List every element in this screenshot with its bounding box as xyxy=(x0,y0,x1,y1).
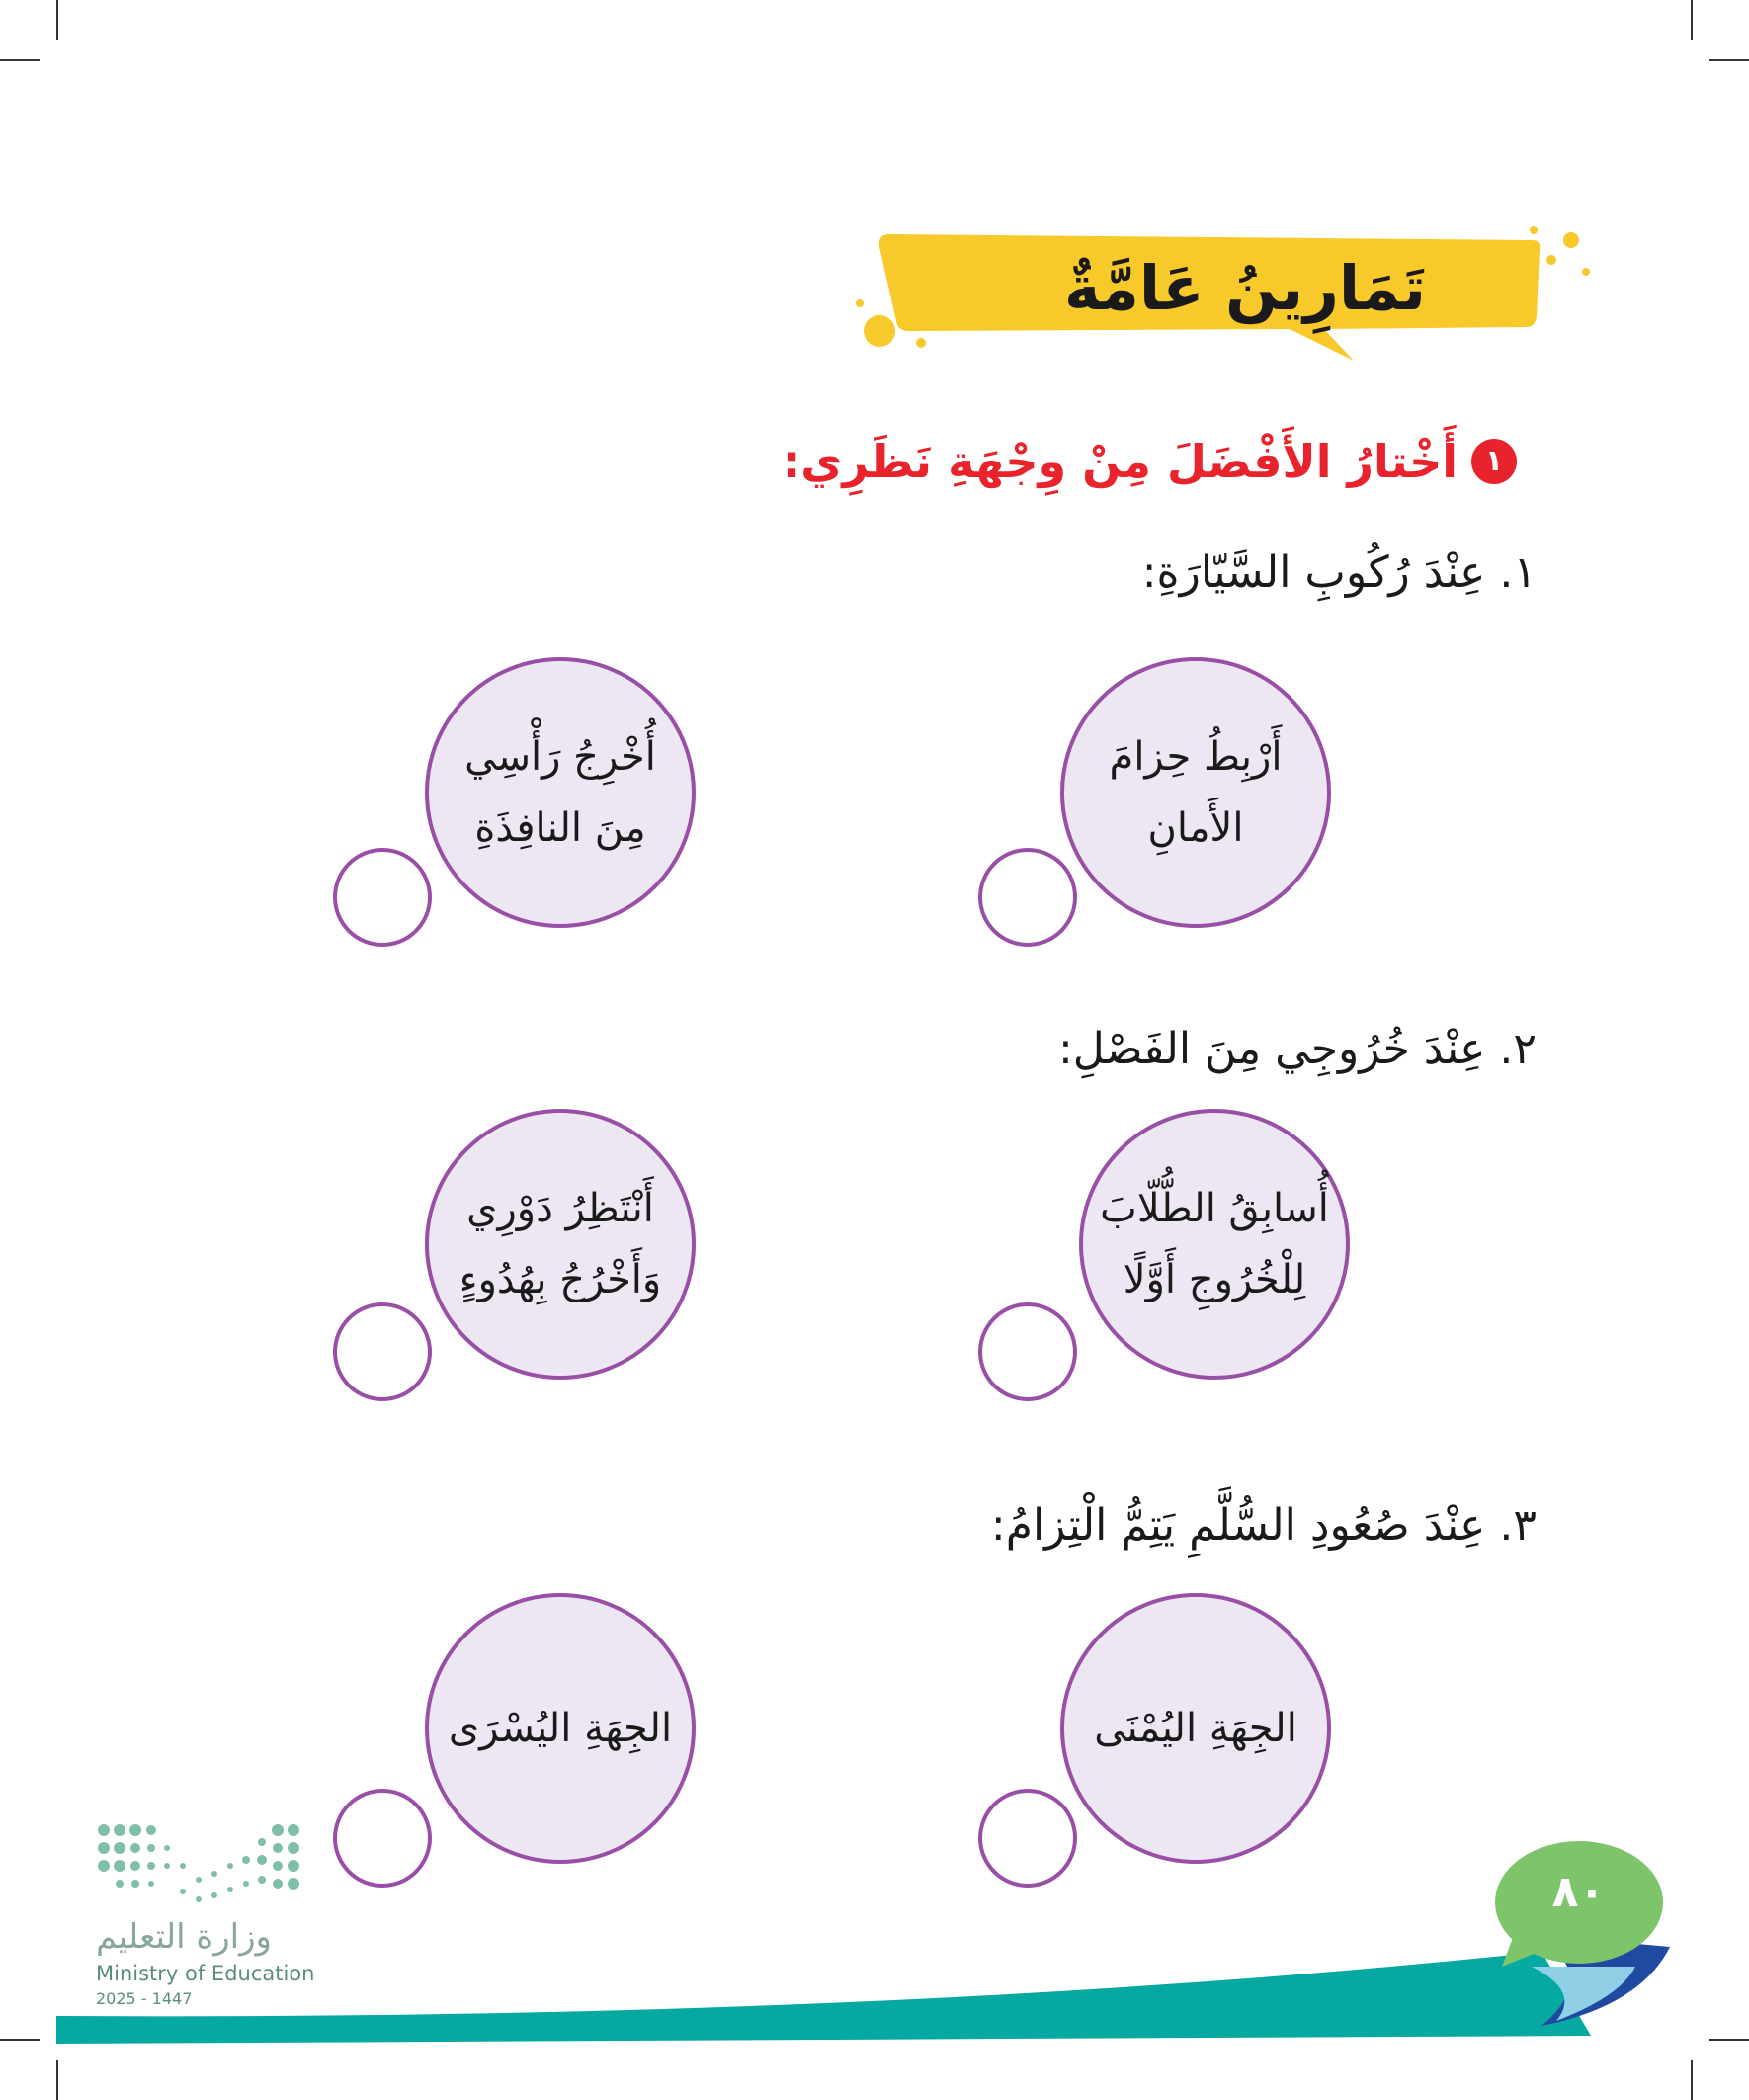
page-title: تَمَارِينُ عَامَّةٌ xyxy=(1063,252,1427,324)
option-text: أُسابِقُ الطُّلّابَ xyxy=(1100,1186,1329,1231)
ministry-name-arabic: وزارة التعليم xyxy=(96,1917,272,1957)
question-2-label: ٢. عِنْدَ خُرُوجِي مِنَ الفَصْلِ: xyxy=(1057,1024,1537,1074)
ministry-name-english: Ministry of Education xyxy=(96,1962,315,1985)
edition-year: 2025 - 1447 xyxy=(96,1989,193,2008)
option-text: مِنَ النافِذَةِ xyxy=(474,805,646,851)
question-1-label: ١. عِنْدَ رُكُوبِ السَّيّارَةِ: xyxy=(1141,547,1537,598)
q1-option-b xyxy=(425,657,696,928)
crop-mark xyxy=(56,2060,58,2100)
q1-option-a xyxy=(1060,657,1331,928)
crop-mark xyxy=(56,0,58,40)
q2-option-a-answer-circle[interactable] xyxy=(978,1302,1077,1401)
q1-option-a-answer-circle[interactable] xyxy=(978,848,1077,947)
q1-option-b-answer-circle[interactable] xyxy=(333,848,432,947)
crop-mark xyxy=(1691,2060,1693,2100)
option-text: الأَمانِ xyxy=(1147,805,1244,851)
option-text: وَأَخْرُجُ بِهُدُوءٍ xyxy=(458,1257,662,1302)
q2-option-a xyxy=(1079,1109,1350,1380)
page-number: ٨٠ xyxy=(1551,1867,1606,1917)
option-text: أُخْرِجُ رَأْسِي xyxy=(464,734,656,780)
crop-mark xyxy=(0,59,40,61)
crop-mark xyxy=(1691,0,1693,40)
exercise-heading xyxy=(783,427,1517,496)
q2-option-b xyxy=(425,1109,696,1380)
q2-option-b-answer-circle[interactable] xyxy=(333,1302,432,1401)
option-text: أَنْتَظِرُ دَوْرِي xyxy=(466,1186,654,1231)
footer-band xyxy=(0,1818,1749,2046)
option-text: الجِهَةِ اليُسْرَى xyxy=(448,1706,673,1751)
exercise-instruction: أَخْتارُ الأَفْضَلَ مِنْ وِجْهَةِ نَظَرِي: xyxy=(782,435,1458,488)
question-3-label: ٣. عِنْدَ صُعُودِ السُّلَّمِ يَتِمُّ الْتِزامُ: xyxy=(990,1500,1537,1551)
option-text: لِلْخُرُوجِ أَوَّلًا xyxy=(1123,1257,1306,1302)
crop-mark xyxy=(1709,59,1749,61)
option-text: أَرْبِطُ حِزامَ xyxy=(1109,734,1283,780)
exercise-number-badge: ١ xyxy=(1471,439,1517,484)
option-text: الجِهَةِ اليُمْنَى xyxy=(1094,1706,1297,1751)
